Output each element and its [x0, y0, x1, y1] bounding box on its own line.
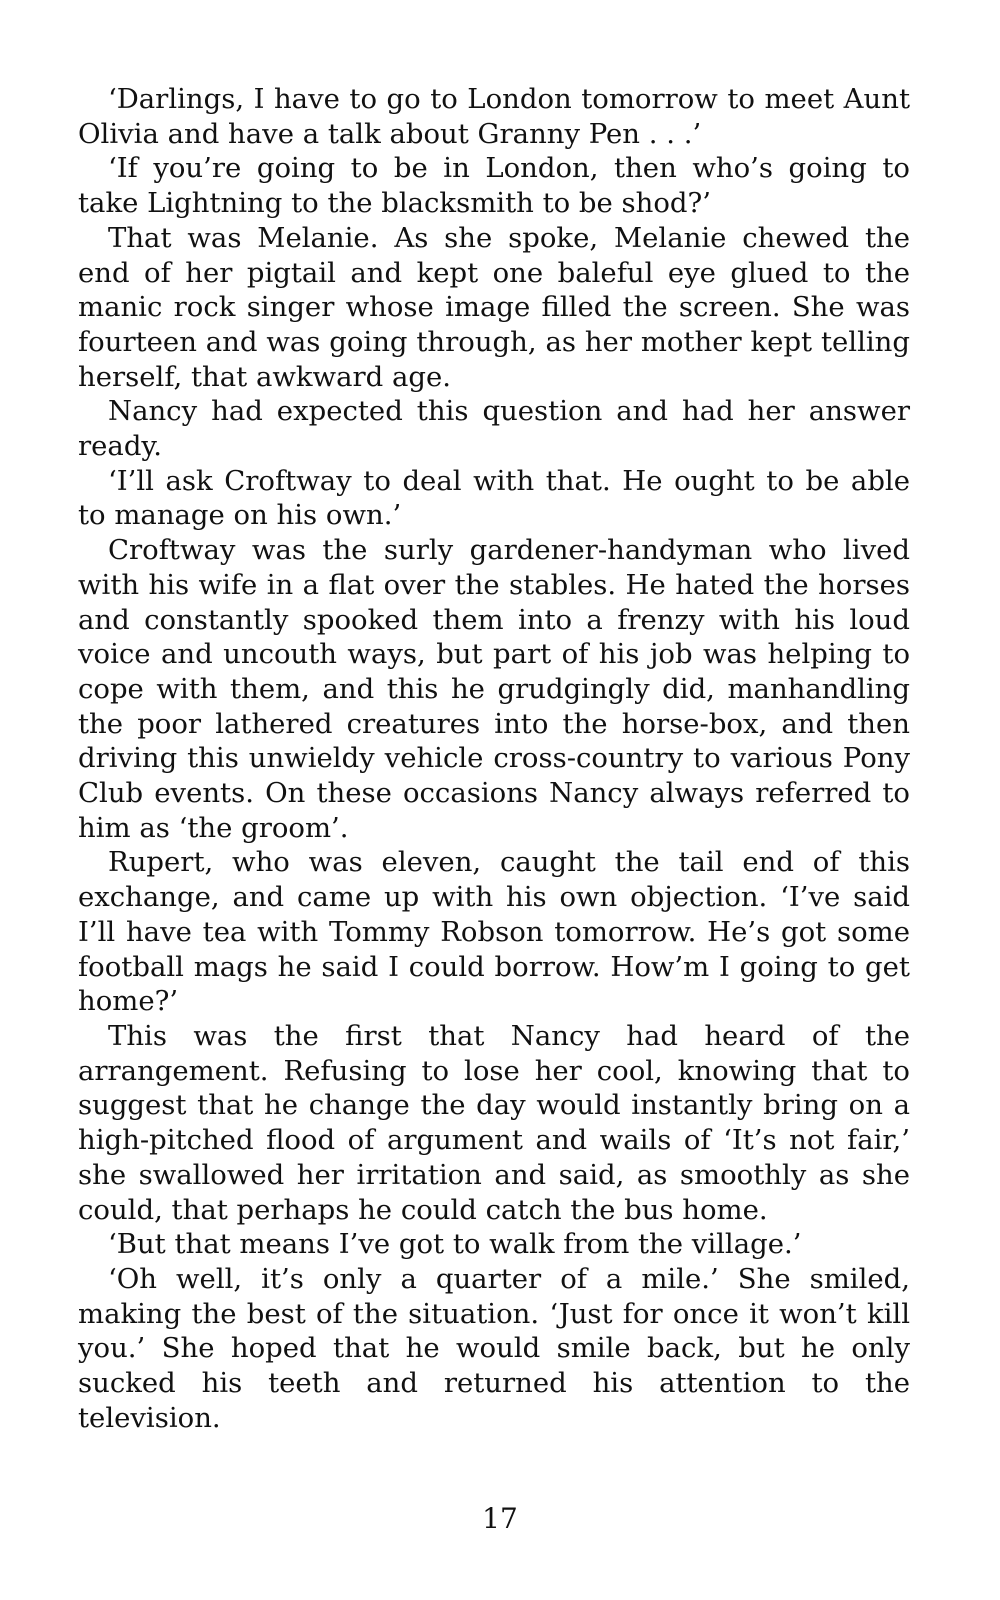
page-number: 17 [482, 1502, 518, 1535]
paragraph: ‘Darlings, I have to go to London tomorrow to meet Aunt Olivia and have a talk about Granny Pen . . .’ [78, 83, 910, 150]
paragraph: Rupert, who was eleven, caught the tail end of this exchange, and came up with his own objection. ‘I’ve said I’ll have tea with Tommy Robson tomorrow. He’s got some football mags he said I could borrow. How’m I going to get home?’ [78, 846, 910, 1018]
paragraph: ‘Oh well, it’s only a quarter of a mile.’ She smiled, making the best of the situation. ‘Just for once it won’t kill you.’ She hoped that he would smile back, but he only sucked his teeth and returned his attention to the television. [78, 1262, 910, 1434]
paragraph: Nancy had expected this question and had her answer ready. [78, 395, 910, 463]
body-text [78, 82, 910, 1435]
paragraph: ‘But that means I’ve got to walk from the village.’ [108, 1228, 802, 1261]
paragraph: This was the first that Nancy had heard of the arrangement. Refusing to lose her cool, knowing that to suggest that he change the day would instantly bring on a high-pitched flood of argument and wails of ‘It’s not fair,’ she swallowed her irritation and said, as smoothly as she could, that perhaps he could catch the bus home. [78, 1019, 910, 1226]
paragraph: ‘I’ll ask Croftway to deal with that. He ought to be able to manage on his own.’ [78, 464, 910, 532]
paragraph: ‘If you’re going to be in London, then who’s going to take Lightning to the blacksmith to be shod?’ [78, 152, 910, 220]
paragraph: Croftway was the surly gardener-handyman who lived with his wife in a flat over the stables. He hated the horses and constantly spooked them into a frenzy with his loud voice and uncouth ways, but part of his job was helping to cope with them, and this he grudgingly did, manhandling the poor lathered creatures into the horse-box, and then driving this unwieldy vehicle cross-country to various Pony Club events. On these occasions Nancy always referred to him as ‘the groom’. [78, 534, 910, 844]
paragraph: That was Melanie. As she spoke, Melanie chewed the end of her pigtail and kept one baleful eye glued to the manic rock singer whose image filled the screen. She was fourteen and was going through, as her mother kept telling herself, that awkward age. [78, 221, 910, 393]
